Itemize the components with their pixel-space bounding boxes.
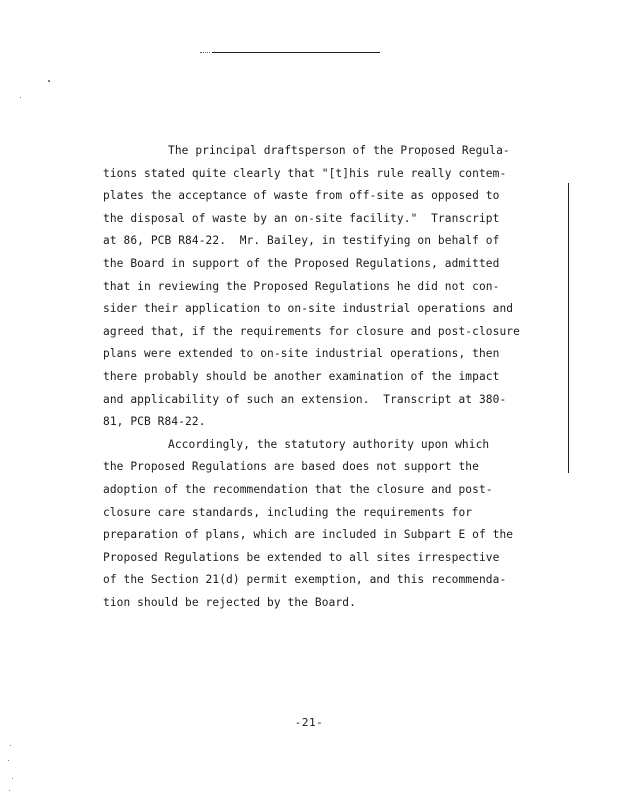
text-line: there probably should be another examination of the impact [103, 369, 500, 383]
scan-speck [9, 790, 10, 791]
paragraph [103, 434, 513, 615]
text-line: tion should be rejected by the Board. [103, 595, 356, 609]
text-line: tions stated quite clearly that "[t]his rule really contem- [103, 166, 507, 180]
header-rule [212, 52, 380, 53]
text-line: plates the acceptance of waste from off-site as opposed to [103, 189, 500, 203]
scan-speck [20, 97, 21, 98]
paragraph [103, 140, 520, 434]
scan-speck [12, 778, 13, 779]
body-text [103, 140, 520, 614]
text-line: the Board in support of the Proposed Regulations, admitted [103, 256, 500, 270]
scan-speck [48, 80, 50, 82]
text-line: adoption of the recommendation that the closure and post- [103, 482, 493, 496]
header-rule-stub [200, 52, 210, 53]
text-line: agreed that, if the requirements for closure and post-closure [103, 324, 520, 338]
text-line: closure care standards, including the requirements for [103, 505, 473, 519]
text-line: preparation of plans, which are included in Subpart E of the [103, 528, 514, 542]
page-number: -21- [294, 716, 324, 729]
text-line: sider their application to on-site industrial operations and [103, 302, 514, 316]
scan-speck [8, 760, 9, 761]
text-line: plans were extended to on-site industrial operations, then [103, 347, 500, 361]
text-line: and applicability of such an extension. Transcript at 380- [103, 392, 507, 406]
text-line: Proposed Regulations be extended to all sites irrespective [103, 550, 500, 564]
text-line: The principal draftsperson of the Proposed Regula- [168, 144, 510, 157]
text-line: the Proposed Regulations are based does not support the [103, 460, 479, 474]
scan-speck [10, 745, 11, 746]
text-line: the disposal of waste by an on-site facility." Transcript [103, 211, 500, 225]
text-line: that in reviewing the Proposed Regulations he did not con- [103, 279, 500, 293]
text-line: at 86, PCB R84-22. Mr. Bailey, in testifying on behalf of [103, 234, 500, 248]
text-line: of the Section 21(d) permit exemption, and this recommenda- [103, 573, 507, 587]
text-line: Accordingly, the statutory authority upon which [168, 437, 490, 451]
revision-margin-bar [568, 183, 569, 473]
text-line: 81, PCB R84-22. [103, 415, 206, 429]
